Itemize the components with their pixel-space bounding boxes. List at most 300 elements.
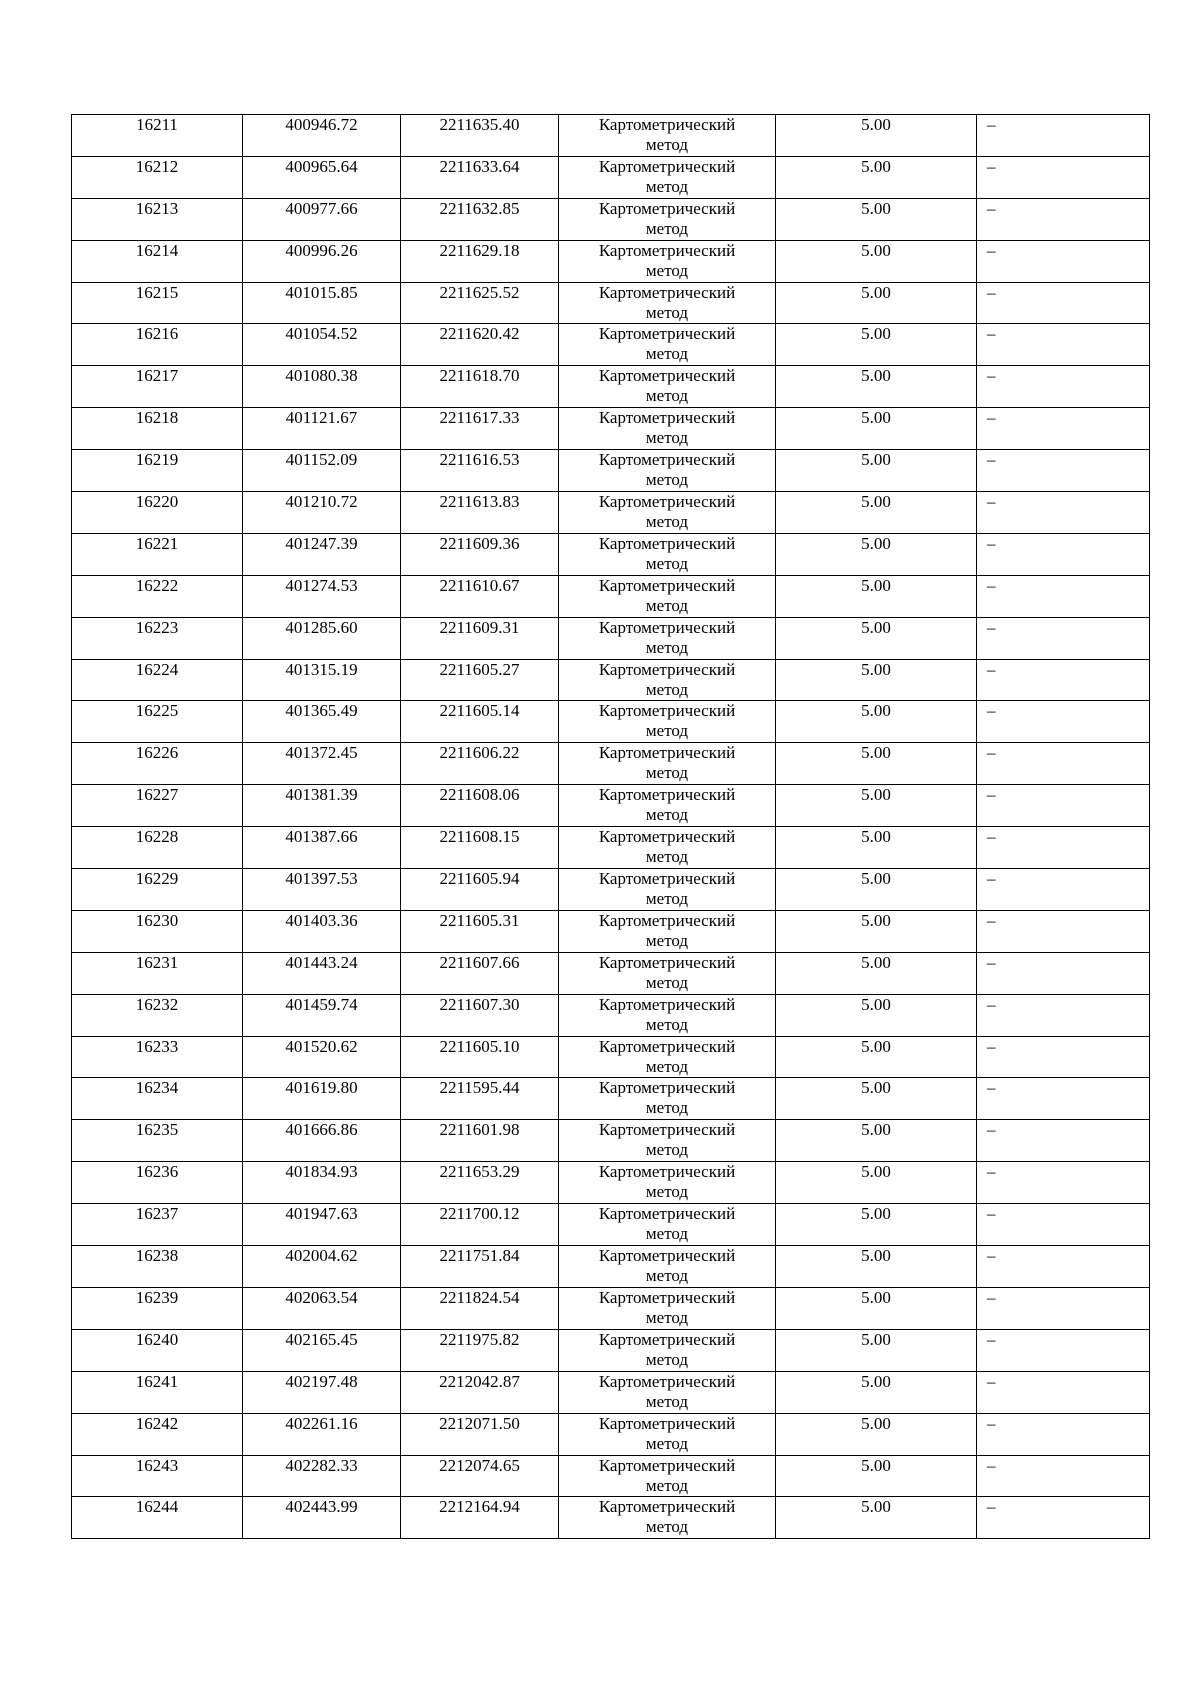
x-coordinate-cell: 401381.39 xyxy=(243,785,401,827)
accuracy-cell: 5.00 xyxy=(776,952,977,994)
note-cell: – xyxy=(977,869,1150,911)
point-number-cell: 16228 xyxy=(72,827,243,869)
method-cell xyxy=(559,827,776,869)
table-row xyxy=(72,1371,1150,1413)
accuracy-cell: 5.00 xyxy=(776,1497,977,1539)
table-row xyxy=(72,1120,1150,1162)
method-cell xyxy=(559,1204,776,1246)
method-cell xyxy=(559,1036,776,1078)
method-cell xyxy=(559,1329,776,1371)
x-coordinate-cell: 400996.26 xyxy=(243,240,401,282)
x-coordinate-cell: 401365.49 xyxy=(243,701,401,743)
point-number-cell: 16241 xyxy=(72,1371,243,1413)
note-cell: – xyxy=(977,1455,1150,1497)
accuracy-cell: 5.00 xyxy=(776,533,977,575)
note-cell: – xyxy=(977,659,1150,701)
y-coordinate-cell: 2211595.44 xyxy=(401,1078,559,1120)
note-cell: – xyxy=(977,952,1150,994)
accuracy-cell: 5.00 xyxy=(776,240,977,282)
method-line-2: метод xyxy=(645,595,689,615)
method-line-2: метод xyxy=(645,512,689,532)
method-line-1: Картометрический xyxy=(598,1371,736,1391)
method-cell xyxy=(559,115,776,157)
point-number-cell: 16243 xyxy=(72,1455,243,1497)
method-line-1: Картометрический xyxy=(598,533,736,553)
method-line-1: Картометрический xyxy=(598,952,736,972)
method-line-1: Картометрический xyxy=(598,408,736,428)
point-number-cell: 16229 xyxy=(72,869,243,911)
x-coordinate-cell: 401080.38 xyxy=(243,366,401,408)
point-number-cell: 16226 xyxy=(72,743,243,785)
method-cell xyxy=(559,617,776,659)
table-row xyxy=(72,910,1150,952)
point-number-cell: 16216 xyxy=(72,324,243,366)
table-row xyxy=(72,240,1150,282)
note-cell: – xyxy=(977,366,1150,408)
x-coordinate-cell: 401285.60 xyxy=(243,617,401,659)
note-cell: – xyxy=(977,1204,1150,1246)
point-number-cell: 16230 xyxy=(72,910,243,952)
y-coordinate-cell: 2211608.15 xyxy=(401,827,559,869)
y-coordinate-cell: 2211620.42 xyxy=(401,324,559,366)
x-coordinate-cell: 401121.67 xyxy=(243,408,401,450)
point-number-cell: 16225 xyxy=(72,701,243,743)
method-cell xyxy=(559,910,776,952)
x-coordinate-cell: 400946.72 xyxy=(243,115,401,157)
table-row xyxy=(72,198,1150,240)
point-number-cell: 16223 xyxy=(72,617,243,659)
method-line-2: метод xyxy=(645,428,689,448)
y-coordinate-cell: 2211625.52 xyxy=(401,282,559,324)
method-line-1: Картометрический xyxy=(598,1329,736,1349)
method-cell xyxy=(559,324,776,366)
note-cell: – xyxy=(977,324,1150,366)
x-coordinate-cell: 401947.63 xyxy=(243,1204,401,1246)
table-row xyxy=(72,282,1150,324)
method-line-2: метод xyxy=(645,260,689,280)
x-coordinate-cell: 402004.62 xyxy=(243,1246,401,1288)
method-cell xyxy=(559,450,776,492)
point-number-cell: 16240 xyxy=(72,1329,243,1371)
method-line-2: метод xyxy=(645,1349,689,1369)
point-number-cell: 16220 xyxy=(72,492,243,534)
y-coordinate-cell: 2211605.14 xyxy=(401,701,559,743)
accuracy-cell: 5.00 xyxy=(776,1371,977,1413)
note-cell: – xyxy=(977,701,1150,743)
table-row xyxy=(72,1036,1150,1078)
y-coordinate-cell: 2211632.85 xyxy=(401,198,559,240)
method-line-1: Картометрический xyxy=(598,1455,736,1475)
y-coordinate-cell: 2211605.10 xyxy=(401,1036,559,1078)
accuracy-cell: 5.00 xyxy=(776,282,977,324)
note-cell: – xyxy=(977,156,1150,198)
point-number-cell: 16214 xyxy=(72,240,243,282)
method-line-2: метод xyxy=(645,972,689,992)
y-coordinate-cell: 2211633.64 xyxy=(401,156,559,198)
method-line-1: Картометрический xyxy=(598,115,736,134)
table-row xyxy=(72,617,1150,659)
method-line-1: Картометрический xyxy=(598,240,736,260)
y-coordinate-cell: 2212071.50 xyxy=(401,1413,559,1455)
x-coordinate-cell: 401619.80 xyxy=(243,1078,401,1120)
method-cell xyxy=(559,1287,776,1329)
table-row xyxy=(72,1078,1150,1120)
point-number-cell: 16236 xyxy=(72,1162,243,1204)
method-line-1: Картометрический xyxy=(598,617,736,637)
method-cell xyxy=(559,743,776,785)
x-coordinate-cell: 400965.64 xyxy=(243,156,401,198)
note-cell: – xyxy=(977,785,1150,827)
note-cell: – xyxy=(977,115,1150,157)
accuracy-cell: 5.00 xyxy=(776,1204,977,1246)
x-coordinate-cell: 401247.39 xyxy=(243,533,401,575)
y-coordinate-cell: 2211975.82 xyxy=(401,1329,559,1371)
method-cell xyxy=(559,1497,776,1539)
accuracy-cell: 5.00 xyxy=(776,743,977,785)
accuracy-cell: 5.00 xyxy=(776,1036,977,1078)
method-line-1: Картометрический xyxy=(598,1204,736,1224)
method-cell xyxy=(559,1413,776,1455)
note-cell: – xyxy=(977,1036,1150,1078)
method-line-2: метод xyxy=(645,176,689,196)
method-line-2: метод xyxy=(645,805,689,825)
method-line-2: метод xyxy=(645,1433,689,1453)
y-coordinate-cell: 2211609.36 xyxy=(401,533,559,575)
x-coordinate-cell: 401015.85 xyxy=(243,282,401,324)
method-line-2: метод xyxy=(645,1475,689,1495)
accuracy-cell: 5.00 xyxy=(776,785,977,827)
method-line-1: Картометрический xyxy=(598,743,736,763)
method-line-1: Картометрический xyxy=(598,1287,736,1307)
table-row xyxy=(72,1413,1150,1455)
method-line-2: метод xyxy=(645,1224,689,1244)
y-coordinate-cell: 2212164.94 xyxy=(401,1497,559,1539)
point-number-cell: 16212 xyxy=(72,156,243,198)
table-row xyxy=(72,1329,1150,1371)
method-line-1: Картометрический xyxy=(598,1162,736,1182)
y-coordinate-cell: 2212042.87 xyxy=(401,1371,559,1413)
table-row xyxy=(72,1497,1150,1539)
note-cell: – xyxy=(977,1413,1150,1455)
note-cell: – xyxy=(977,1162,1150,1204)
accuracy-cell: 5.00 xyxy=(776,492,977,534)
method-cell xyxy=(559,575,776,617)
method-line-2: метод xyxy=(645,218,689,238)
accuracy-cell: 5.00 xyxy=(776,827,977,869)
table-row xyxy=(72,827,1150,869)
method-line-1: Картометрический xyxy=(598,366,736,386)
y-coordinate-cell: 2211700.12 xyxy=(401,1204,559,1246)
point-number-cell: 16211 xyxy=(72,115,243,157)
y-coordinate-cell: 2211635.40 xyxy=(401,115,559,157)
x-coordinate-cell: 401210.72 xyxy=(243,492,401,534)
method-line-1: Картометрический xyxy=(598,994,736,1014)
y-coordinate-cell: 2211616.53 xyxy=(401,450,559,492)
method-line-1: Картометрический xyxy=(598,910,736,930)
table-row xyxy=(72,869,1150,911)
accuracy-cell: 5.00 xyxy=(776,1287,977,1329)
y-coordinate-cell: 2211629.18 xyxy=(401,240,559,282)
x-coordinate-cell: 402282.33 xyxy=(243,1455,401,1497)
note-cell: – xyxy=(977,1497,1150,1539)
note-cell: – xyxy=(977,240,1150,282)
table-row xyxy=(72,1162,1150,1204)
point-number-cell: 16227 xyxy=(72,785,243,827)
x-coordinate-cell: 401403.36 xyxy=(243,910,401,952)
point-number-cell: 16217 xyxy=(72,366,243,408)
x-coordinate-cell: 401397.53 xyxy=(243,869,401,911)
point-number-cell: 16234 xyxy=(72,1078,243,1120)
y-coordinate-cell: 2211605.94 xyxy=(401,869,559,911)
method-cell xyxy=(559,408,776,450)
method-line-1: Картометрический xyxy=(598,827,736,847)
method-cell xyxy=(559,1162,776,1204)
x-coordinate-cell: 401152.09 xyxy=(243,450,401,492)
note-cell: – xyxy=(977,1120,1150,1162)
x-coordinate-cell: 401387.66 xyxy=(243,827,401,869)
method-line-2: метод xyxy=(645,135,689,154)
accuracy-cell: 5.00 xyxy=(776,1413,977,1455)
point-number-cell: 16224 xyxy=(72,659,243,701)
x-coordinate-cell: 401054.52 xyxy=(243,324,401,366)
point-number-cell: 16237 xyxy=(72,1204,243,1246)
note-cell: – xyxy=(977,450,1150,492)
coordinates-table-body xyxy=(72,115,1150,1539)
point-number-cell: 16231 xyxy=(72,952,243,994)
x-coordinate-cell: 401443.24 xyxy=(243,952,401,994)
y-coordinate-cell: 2211824.54 xyxy=(401,1287,559,1329)
accuracy-cell: 5.00 xyxy=(776,115,977,157)
table-row xyxy=(72,1204,1150,1246)
method-line-2: метод xyxy=(645,1098,689,1118)
note-cell: – xyxy=(977,827,1150,869)
table-row xyxy=(72,408,1150,450)
x-coordinate-cell: 401274.53 xyxy=(243,575,401,617)
point-number-cell: 16244 xyxy=(72,1497,243,1539)
method-cell xyxy=(559,701,776,743)
point-number-cell: 16239 xyxy=(72,1287,243,1329)
method-line-1: Картометрический xyxy=(598,701,736,721)
accuracy-cell: 5.00 xyxy=(776,910,977,952)
table-row xyxy=(72,994,1150,1036)
method-cell xyxy=(559,952,776,994)
method-line-1: Картометрический xyxy=(598,1036,736,1056)
method-cell xyxy=(559,869,776,911)
coordinates-table xyxy=(71,114,1150,1539)
y-coordinate-cell: 2211751.84 xyxy=(401,1246,559,1288)
note-cell: – xyxy=(977,910,1150,952)
accuracy-cell: 5.00 xyxy=(776,1078,977,1120)
method-line-1: Картометрический xyxy=(598,1413,736,1433)
x-coordinate-cell: 401315.19 xyxy=(243,659,401,701)
x-coordinate-cell: 400977.66 xyxy=(243,198,401,240)
table-row xyxy=(72,743,1150,785)
method-line-2: метод xyxy=(645,763,689,783)
note-cell: – xyxy=(977,1371,1150,1413)
method-cell xyxy=(559,1455,776,1497)
method-line-2: метод xyxy=(645,344,689,364)
method-line-2: метод xyxy=(645,721,689,741)
method-cell xyxy=(559,366,776,408)
method-line-1: Картометрический xyxy=(598,1120,736,1140)
accuracy-cell: 5.00 xyxy=(776,1246,977,1288)
x-coordinate-cell: 402261.16 xyxy=(243,1413,401,1455)
note-cell: – xyxy=(977,282,1150,324)
method-line-1: Картометрический xyxy=(598,450,736,470)
y-coordinate-cell: 2211601.98 xyxy=(401,1120,559,1162)
accuracy-cell: 5.00 xyxy=(776,408,977,450)
x-coordinate-cell: 401372.45 xyxy=(243,743,401,785)
y-coordinate-cell: 2211609.31 xyxy=(401,617,559,659)
point-number-cell: 16218 xyxy=(72,408,243,450)
method-line-2: метод xyxy=(645,1517,689,1537)
method-line-1: Картометрический xyxy=(598,659,736,679)
x-coordinate-cell: 401834.93 xyxy=(243,1162,401,1204)
note-cell: – xyxy=(977,408,1150,450)
method-cell xyxy=(559,1120,776,1162)
method-line-1: Картометрический xyxy=(598,282,736,302)
method-line-1: Картометрический xyxy=(598,1497,736,1517)
accuracy-cell: 5.00 xyxy=(776,994,977,1036)
note-cell: – xyxy=(977,533,1150,575)
accuracy-cell: 5.00 xyxy=(776,1455,977,1497)
method-line-2: метод xyxy=(645,553,689,573)
method-line-2: метод xyxy=(645,930,689,950)
point-number-cell: 16222 xyxy=(72,575,243,617)
x-coordinate-cell: 402165.45 xyxy=(243,1329,401,1371)
accuracy-cell: 5.00 xyxy=(776,198,977,240)
method-cell xyxy=(559,282,776,324)
method-line-2: метод xyxy=(645,1307,689,1327)
method-line-2: метод xyxy=(645,1014,689,1034)
table-row xyxy=(72,450,1150,492)
method-cell xyxy=(559,156,776,198)
method-line-2: метод xyxy=(645,1056,689,1076)
method-line-1: Картометрический xyxy=(598,198,736,218)
method-line-1: Картометрический xyxy=(598,1246,736,1266)
point-number-cell: 16242 xyxy=(72,1413,243,1455)
table-row xyxy=(72,952,1150,994)
x-coordinate-cell: 401666.86 xyxy=(243,1120,401,1162)
note-cell: – xyxy=(977,743,1150,785)
note-cell: – xyxy=(977,1246,1150,1288)
method-cell xyxy=(559,198,776,240)
method-cell xyxy=(559,1246,776,1288)
note-cell: – xyxy=(977,575,1150,617)
method-line-1: Картометрический xyxy=(598,869,736,889)
y-coordinate-cell: 2211618.70 xyxy=(401,366,559,408)
note-cell: – xyxy=(977,198,1150,240)
accuracy-cell: 5.00 xyxy=(776,659,977,701)
method-line-2: метод xyxy=(645,679,689,699)
table-row xyxy=(72,1287,1150,1329)
point-number-cell: 16238 xyxy=(72,1246,243,1288)
table-row xyxy=(72,1455,1150,1497)
y-coordinate-cell: 2211653.29 xyxy=(401,1162,559,1204)
accuracy-cell: 5.00 xyxy=(776,869,977,911)
table-row xyxy=(72,701,1150,743)
table-row xyxy=(72,492,1150,534)
method-line-1: Картометрический xyxy=(598,156,736,176)
method-cell xyxy=(559,1371,776,1413)
method-line-2: метод xyxy=(645,889,689,909)
point-number-cell: 16221 xyxy=(72,533,243,575)
point-number-cell: 16219 xyxy=(72,450,243,492)
accuracy-cell: 5.00 xyxy=(776,366,977,408)
method-cell xyxy=(559,659,776,701)
method-line-2: метод xyxy=(645,470,689,490)
y-coordinate-cell: 2211606.22 xyxy=(401,743,559,785)
method-line-1: Картометрический xyxy=(598,492,736,512)
method-line-1: Картометрический xyxy=(598,1078,736,1098)
y-coordinate-cell: 2211605.31 xyxy=(401,910,559,952)
x-coordinate-cell: 401459.74 xyxy=(243,994,401,1036)
note-cell: – xyxy=(977,994,1150,1036)
method-line-1: Картометрический xyxy=(598,575,736,595)
method-line-2: метод xyxy=(645,1266,689,1286)
method-cell xyxy=(559,785,776,827)
method-cell xyxy=(559,533,776,575)
method-line-2: метод xyxy=(645,847,689,867)
y-coordinate-cell: 2211608.06 xyxy=(401,785,559,827)
accuracy-cell: 5.00 xyxy=(776,1120,977,1162)
note-cell: – xyxy=(977,1329,1150,1371)
method-line-2: метод xyxy=(645,302,689,322)
note-cell: – xyxy=(977,617,1150,659)
accuracy-cell: 5.00 xyxy=(776,156,977,198)
x-coordinate-cell: 402197.48 xyxy=(243,1371,401,1413)
table-row xyxy=(72,785,1150,827)
accuracy-cell: 5.00 xyxy=(776,324,977,366)
table-row xyxy=(72,156,1150,198)
table-row xyxy=(72,575,1150,617)
table-row xyxy=(72,115,1150,157)
note-cell: – xyxy=(977,492,1150,534)
method-line-2: метод xyxy=(645,1182,689,1202)
x-coordinate-cell: 401520.62 xyxy=(243,1036,401,1078)
point-number-cell: 16232 xyxy=(72,994,243,1036)
table-row xyxy=(72,659,1150,701)
point-number-cell: 16213 xyxy=(72,198,243,240)
method-cell xyxy=(559,240,776,282)
y-coordinate-cell: 2212074.65 xyxy=(401,1455,559,1497)
method-line-2: метод xyxy=(645,1140,689,1160)
method-line-2: метод xyxy=(645,637,689,657)
point-number-cell: 16215 xyxy=(72,282,243,324)
table-row xyxy=(72,533,1150,575)
method-line-1: Картометрический xyxy=(598,785,736,805)
point-number-cell: 16233 xyxy=(72,1036,243,1078)
table-row xyxy=(72,324,1150,366)
note-cell: – xyxy=(977,1287,1150,1329)
method-line-2: метод xyxy=(645,386,689,406)
accuracy-cell: 5.00 xyxy=(776,1329,977,1371)
method-cell xyxy=(559,492,776,534)
note-cell: – xyxy=(977,1078,1150,1120)
x-coordinate-cell: 402063.54 xyxy=(243,1287,401,1329)
accuracy-cell: 5.00 xyxy=(776,1162,977,1204)
method-cell xyxy=(559,1078,776,1120)
method-line-2: метод xyxy=(645,1391,689,1411)
y-coordinate-cell: 2211605.27 xyxy=(401,659,559,701)
point-number-cell: 16235 xyxy=(72,1120,243,1162)
accuracy-cell: 5.00 xyxy=(776,575,977,617)
table-row xyxy=(72,366,1150,408)
accuracy-cell: 5.00 xyxy=(776,617,977,659)
method-cell xyxy=(559,994,776,1036)
y-coordinate-cell: 2211607.66 xyxy=(401,952,559,994)
y-coordinate-cell: 2211610.67 xyxy=(401,575,559,617)
